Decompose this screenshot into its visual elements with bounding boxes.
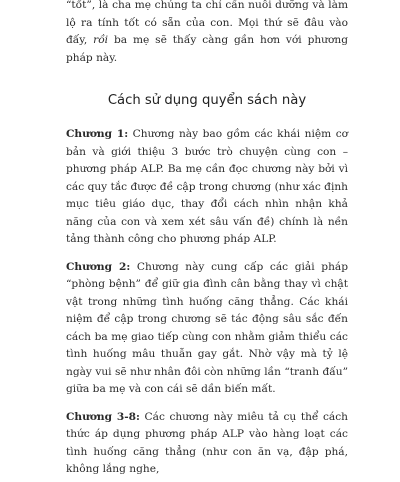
chapter-1-paragraph xyxy=(66,126,348,249)
chapter-1-text: Chương này bao gồm các khái niệm cơ bản và giới thiệu 3 bước trò chuyện cùng con – phương pháp ALP. Ba mẹ cần đọc chương này bởi vì các quy tắc được đề cập trong chương (như xác định mục tiêu giáo dục, thay đổi cách nhìn nhận khả năng của con và xem xét sâu vấn đề) chính là nền tảng thành công cho phương pháp ALP. xyxy=(66,128,349,245)
intro-text-end: ba mẹ sẽ thấy càng gần hơn với phương pháp này. xyxy=(66,34,348,64)
intro-emphasis: rồi xyxy=(93,34,109,46)
chapter-1-label: Chương 1: xyxy=(66,128,129,140)
intro-text-start: “tốt”, là cha mẹ chúng ta chỉ cần nuôi dưỡng và làm lộ ra tính tốt có sẵn của con. Mọi thứ sẽ đâu vào đấy, xyxy=(66,0,348,46)
chapter-3-8-text: Các chương này miêu tả cụ thể cách thức áp dụng phương pháp ALP vào hàng loạt các tình huống căng thẳng (như con ăn vạ, đập phá, không lắng nghe, xyxy=(66,410,349,475)
intro-paragraph xyxy=(66,0,348,67)
chapter-2-label: Chương 2: xyxy=(66,260,131,273)
chapter-2-text: Chương này cung cấp các giải pháp “phòng bệnh” để giữ gia đình cân bằng thay vì chật vật trong những tình huống căng thẳng. Các khái niệm để cập trong chương sẽ tác động sâu sắc đến cách ba mẹ giao tiếp cùng con nhằm giảm thiểu các tình huống mâu thuẫn gay gắt. Nhờ vậy mà tỷ lệ ngày vui sẽ như nhân đôi còn những lần “tranh đấu” giữa ba mẹ và con cái sẽ dần biến mất. xyxy=(66,260,348,395)
section-title: Cách sử dụng quyển sách này xyxy=(107,93,307,108)
chapter-3-8-paragraph xyxy=(66,409,348,479)
chapter-3-8-label: Chương 3-8: xyxy=(66,410,140,423)
chapter-2-paragraph xyxy=(66,259,348,399)
